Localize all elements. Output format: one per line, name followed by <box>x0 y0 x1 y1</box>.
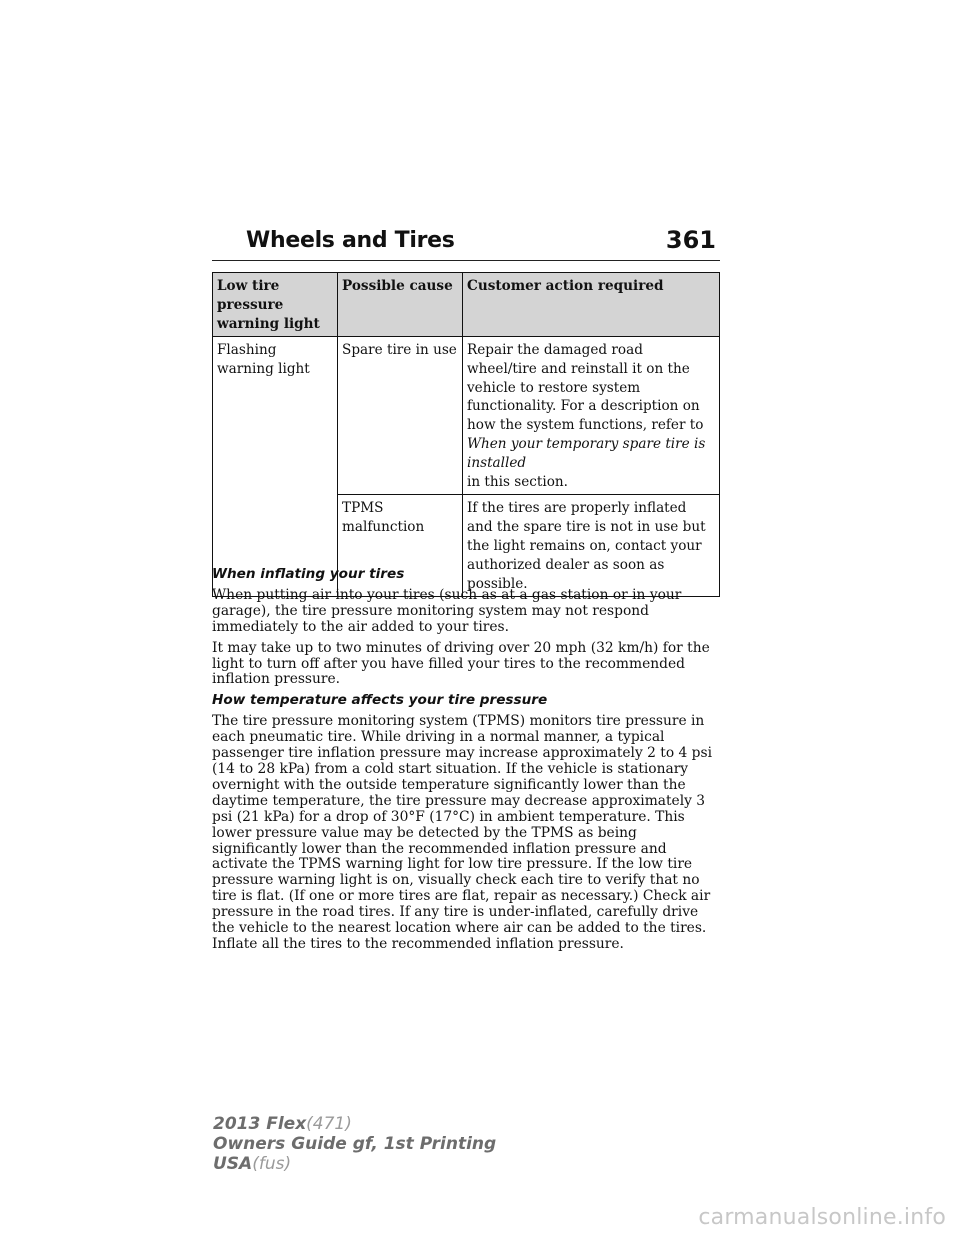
print-footer <box>213 1114 496 1174</box>
paragraph: When putting air into your tires (such as at a gas station or in your garage), the tire pressure monitoring system may not respond immediately to the air added to your tires. <box>212 586 682 635</box>
body-text <box>212 567 722 958</box>
table-header-cell: Low tire pressure warning light <box>213 273 338 337</box>
paragraph: The tire pressure monitoring system (TPMS) monitors tire pressure in each pneumatic tire. While driving in a normal manner, a typical passenger tire inflation pressure may increase approximately 2 to 4 psi (14 to 28 kPa) from a cold start situation. If the vehicle is stationary overnight with the outside temperature significantly lower than the daytime temperature, the tire pressure may decrease approximately 3 psi (21 kPa) for a drop of 30°F (17°C) in ambient temperature. This lower pressure value may be detected by the TPMS as being significantly lower than the recommended inflation pressure and activate the TPMS warning light for low tire pressure. If the low tire pressure warning light is on, visually check each tire to verify that no tire is flat. (If one or more tires are flat, repair as necessary.) Check air pressure in the road tires. If any tire is under-inflated, carefully drive the vehicle to the nearest location where air can be added to the tires. Inflate all the tires to the recommended inflation pressure. <box>212 713 713 952</box>
section-title: Wheels and Tires <box>246 228 455 253</box>
cause-cell: Spare tire in use <box>338 336 463 494</box>
table-header-row <box>213 273 720 337</box>
paragraph: It may take up to two minutes of driving over 20 mph (32 km/h) for the light to turn off after you have filled your tires to the recommended inflation pressure. <box>212 639 710 688</box>
footer-market-code: (fus) <box>252 1154 292 1174</box>
cause-cell: TPMS malfunction <box>338 494 463 596</box>
cross-reference: When your temporary spare tire is installed <box>467 436 706 472</box>
action-cell: If the tires are properly inflated and the spare tire is not in use but the light remains on, contact your authorized dealer as soon as possible. <box>463 494 720 596</box>
action-text: Repair the damaged road wheel/tire and reinstall it on the vehicle to restore system functionality. For a description on how the system functions, refer to <box>467 341 704 434</box>
action-text: in this section. <box>467 474 568 491</box>
table-header-cell: Customer action required <box>463 273 720 337</box>
indicator-cell: Flashing warning light <box>213 336 338 596</box>
footer-model: 2013 Flex <box>213 1114 307 1134</box>
footer-edition: Owners Guide gf, 1st Printing <box>213 1134 497 1154</box>
page-header <box>212 224 720 261</box>
section-heading: How temperature affects your tire pressure <box>212 692 548 709</box>
table-row <box>213 336 720 494</box>
table-header-cell: Possible cause <box>338 273 463 337</box>
action-cell <box>463 336 720 494</box>
footer-market: USA <box>213 1154 253 1174</box>
page-number: 361 <box>665 226 716 254</box>
section-heading: When inflating your tires <box>212 566 405 582</box>
watermark: carmanualsonline.info <box>698 1205 946 1230</box>
footer-code: (471) <box>306 1114 352 1134</box>
tpms-table <box>212 272 720 597</box>
